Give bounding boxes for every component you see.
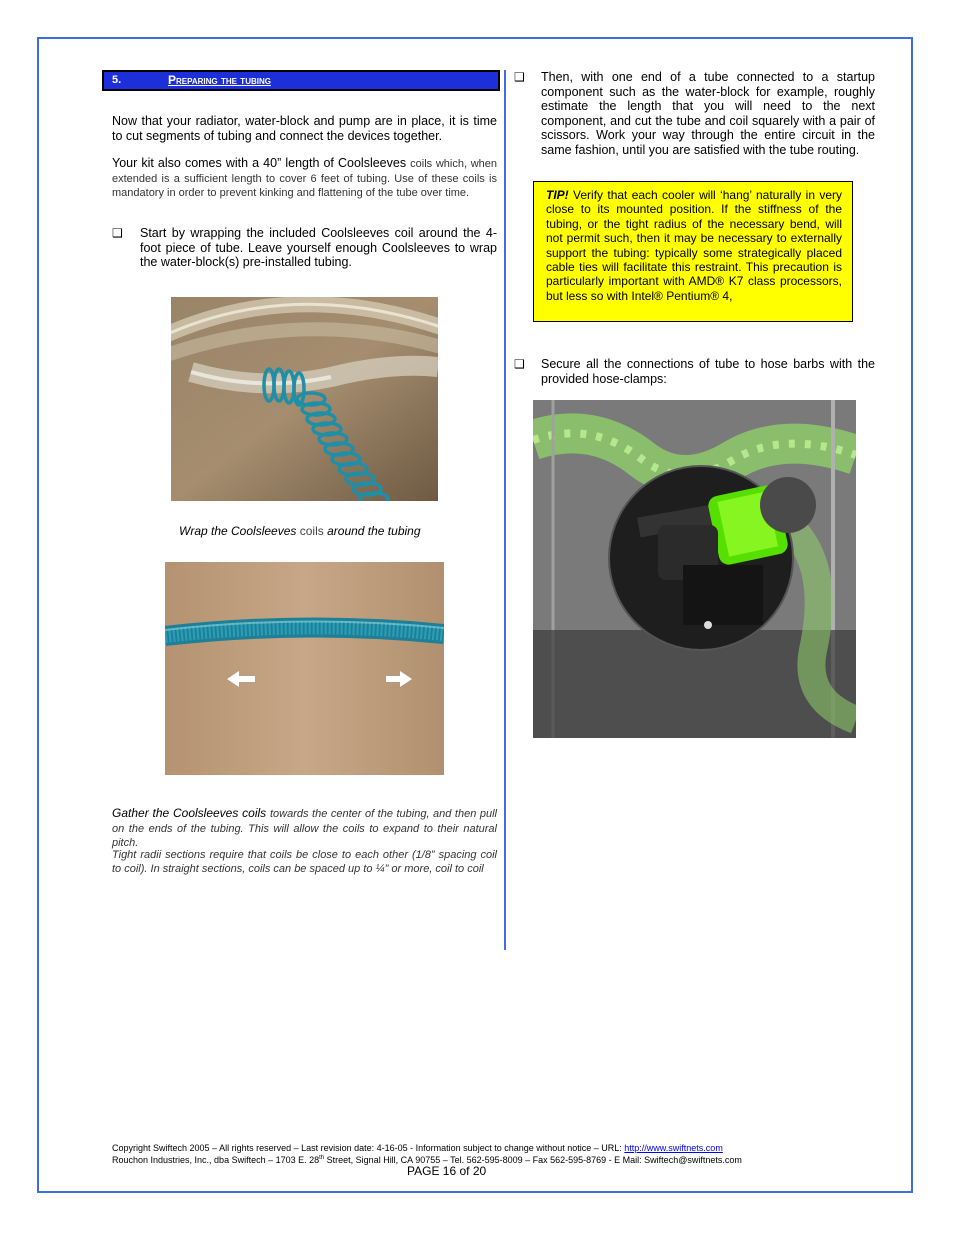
coolsleeves-text-main: Your kit also comes with a 40” length of Coolsleeves: [112, 156, 407, 170]
footer-address-a: Rouchon Industries, Inc., dba Swiftech – 1703 E. 28: [112, 1155, 320, 1165]
page-number: PAGE 16 of 20: [407, 1164, 487, 1178]
tip-box: [533, 181, 853, 322]
section-number: 5.: [112, 74, 122, 86]
photo-hose-clamp: [533, 400, 856, 738]
column-divider: [504, 70, 506, 950]
tip-label: TIP!: [546, 188, 569, 202]
checkbox-bullet-icon: ❑: [514, 357, 525, 371]
footer-url-link[interactable]: http://www.swiftnets.com: [624, 1143, 723, 1153]
caption1-part-a: Wrap the Coolsleeves: [179, 524, 297, 538]
wrap-coil-instruction: Start by wrapping the included Coolsleeves coil around the 4-foot piece of tube. Leave yourself enough Coolsleeves to wrap the water-block(s) pre-installed tubing.: [140, 226, 497, 269]
caption2-part-a: Gather the Coolsleeves coils: [112, 806, 267, 820]
caption1-part-c: around the tubing: [327, 524, 421, 538]
intro-paragraph: Now that your radiator, water-block and pump are in place, it is time to cut segments of tubing and connect the devices together.: [112, 114, 497, 143]
coolsleeves-paragraph: [112, 157, 497, 201]
photo2-caption: [112, 807, 497, 851]
footer-address-b: Street, Signal Hill, CA 90755 – Tel. 562-595-8009 – Fax 562-595-8769 - E Mail: Swiftech@swiftnets.com: [324, 1155, 742, 1165]
caption2-part-b: towards the center of the tubing, and then pull on the ends of the tubing. This will allow the coils to expand to their natural pitch.: [112, 808, 497, 849]
tip-text: Verify that each cooler will ‘hang’ naturally in very close to its mounted position. If the stiffness of the tubing, or the tight radius of the necessary bend, will not permit such, then it may be necessary to externally support the tubing: typically some strategically placed cable ties will facilitate this restraint. This precaution is particularly important with AMD® K7 class processors, but less so with Intel® Pentium® 4,: [546, 188, 842, 303]
photo-coil-gathered: [165, 562, 444, 775]
cut-tube-instruction: Then, with one end of a tube connected to a startup component such as the water-block for example, roughly estimate the length that you will need to the next component, and cut the tube and coil squarely with a pair of scissors. Work your way through the entire circuit in the same fashion, until you are satisfied with the tube routing.: [541, 70, 875, 157]
coolsleeves-text-detail: coils which, when extended is a sufficient length to cover 6 feet of tubing. Use of these coils is mandatory in order to prevent kinking and flattening of the tube over time.: [112, 158, 497, 199]
checkbox-bullet-icon: ❑: [112, 226, 123, 240]
footer-copyright: Copyright Swiftech 2005 – All rights reserved – Last revision date: 4-16-05 - Information subject to change without notice – URL:: [112, 1143, 625, 1153]
photo-coil-wrapping: [171, 297, 438, 501]
section-header: [102, 70, 500, 91]
caption1-part-b: coils: [299, 524, 324, 538]
checkbox-bullet-icon: ❑: [514, 70, 525, 84]
footer-address-sup: th: [319, 1155, 325, 1161]
hose-clamp-instruction: Secure all the connections of tube to hose barbs with the provided hose-clamps:: [541, 357, 875, 386]
section-title: Preparing the tubing: [168, 73, 271, 87]
photo2-caption-note: Tight radii sections require that coils be close to each other (1/8” spacing coil to coil). In straight sections, coils can be spaced up to ¼” or more, coil to coil: [112, 849, 497, 875]
footer-line-2: [112, 1153, 892, 1166]
photo1-caption: [179, 525, 439, 539]
